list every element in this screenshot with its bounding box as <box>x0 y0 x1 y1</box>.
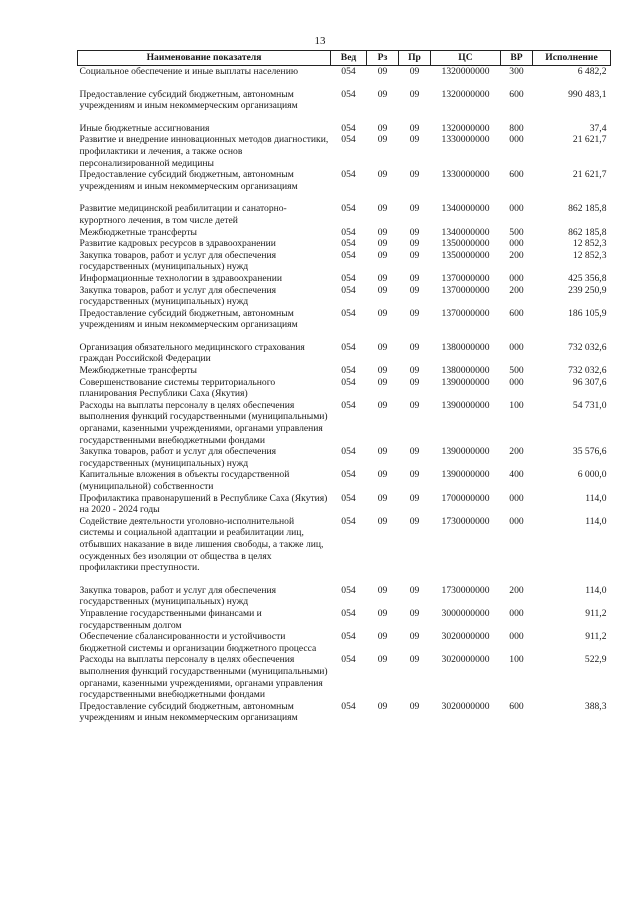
row-execution: 6 000,0 <box>577 469 607 481</box>
row-pr: 09 <box>409 631 420 643</box>
table-header-row <box>78 51 611 66</box>
spacer-cell <box>78 192 611 203</box>
row-execution: 522,9 <box>584 654 607 666</box>
column-header-rz: Рз <box>367 51 399 66</box>
row-name: Профилактика правонарушений в Республике Саха (Якутия) на 2020 - 2024 годы <box>79 492 328 516</box>
row-cs: 1700000000 <box>441 492 490 504</box>
row-rz: 09 <box>377 399 388 411</box>
row-rz: 09 <box>377 469 388 481</box>
row-rz: 09 <box>377 654 388 666</box>
spacer-cell <box>78 112 611 123</box>
table-row <box>78 400 611 446</box>
row-pr: 09 <box>409 584 420 596</box>
row-name: Межбюджетные трансферты <box>79 365 197 377</box>
table-row <box>78 377 611 400</box>
row-ved: 054 <box>341 226 356 238</box>
table-row <box>78 631 611 654</box>
row-name: Развитие кадровых ресурсов в здравоохранении <box>79 238 276 250</box>
row-rz: 09 <box>377 272 388 284</box>
row-rz: 09 <box>377 492 388 504</box>
row-ved: 054 <box>341 66 356 77</box>
column-header-vr: ВР <box>501 51 533 66</box>
row-ved: 054 <box>341 341 356 353</box>
row-pr: 09 <box>409 226 420 238</box>
row-name: Иные бюджетные ассигнования <box>79 122 210 134</box>
table-row <box>78 493 611 516</box>
table-row <box>78 446 611 469</box>
row-vr: 600 <box>509 307 524 319</box>
row-name: Социальное обеспечение и иные выплаты населению <box>79 66 298 77</box>
row-ved: 054 <box>341 88 356 100</box>
row-execution: 114,0 <box>585 584 607 596</box>
row-rz: 09 <box>377 631 388 643</box>
row-rz: 09 <box>377 203 388 215</box>
column-header-cs: ЦС <box>431 51 501 66</box>
row-vr: 000 <box>509 492 524 504</box>
table-row <box>78 516 611 574</box>
row-ved: 054 <box>341 376 356 388</box>
table-row <box>78 585 611 608</box>
row-name: Развитие и внедрение инновационных методов диагностики, профилактики и лечения, а также основ персонализированной медицины <box>79 134 329 169</box>
row-pr: 09 <box>409 134 420 146</box>
row-name: Закупка товаров, работ и услуг для обеспечения государственных (муниципальных) нужд <box>79 446 277 469</box>
row-pr: 09 <box>409 469 420 481</box>
row-execution: 862 185,8 <box>568 226 607 238</box>
row-ved: 054 <box>341 446 356 458</box>
table-row <box>78 365 611 377</box>
row-spacer <box>78 574 611 585</box>
row-name: Расходы на выплаты персоналу в целях обеспечения выполнения функций государственными (муниципальными) органами, казенными учреждениями, органами управления государственными внебюджетными фондами <box>79 654 328 701</box>
row-cs: 1340000000 <box>441 203 490 215</box>
row-cs: 1730000000 <box>441 515 490 527</box>
row-vr: 100 <box>509 654 524 666</box>
row-ved: 054 <box>341 169 356 181</box>
row-pr: 09 <box>409 284 420 296</box>
row-cs: 1320000000 <box>441 88 490 100</box>
row-vr: 200 <box>509 284 524 296</box>
row-ved: 054 <box>341 399 356 411</box>
table-row <box>78 273 611 285</box>
column-header-ved: Вед <box>331 51 367 66</box>
table-row <box>78 134 611 169</box>
row-pr: 09 <box>409 515 420 527</box>
row-execution: 990 483,1 <box>568 88 607 100</box>
table-row <box>78 250 611 273</box>
row-execution: 12 852,3 <box>572 238 607 250</box>
row-cs: 3000000000 <box>441 607 490 619</box>
row-vr: 000 <box>509 341 524 353</box>
table-row <box>78 203 611 226</box>
row-execution: 21 621,7 <box>572 134 607 146</box>
row-cs: 3020000000 <box>441 631 490 643</box>
row-ved: 054 <box>341 700 356 712</box>
row-name: Содействие деятельности уголовно-исполнительной системы и социальной адаптации и реабилитации лиц, отбывших наказание в виде лишения свободы, а также лиц, осужденных без изоляции от общества в целях профилактики преступности. <box>79 515 324 574</box>
row-pr: 09 <box>409 66 420 77</box>
table-row <box>78 123 611 135</box>
budget-table <box>77 50 611 724</box>
row-ved: 054 <box>341 238 356 250</box>
row-vr: 000 <box>509 515 524 527</box>
row-name: Предоставление субсидий бюджетным, автономным учреждениям и иным некоммерческим организациям <box>79 307 298 331</box>
column-header-name: Наименование показателя <box>78 51 331 66</box>
table-row <box>78 469 611 492</box>
row-cs: 1320000000 <box>441 66 490 77</box>
row-name: Предоставление субсидий бюджетным, автономным учреждениям и иным некоммерческим организациям <box>79 700 298 724</box>
row-cs: 1390000000 <box>441 469 490 481</box>
row-execution: 54 731,0 <box>572 399 607 411</box>
row-cs: 1340000000 <box>441 226 490 238</box>
row-rz: 09 <box>377 284 388 296</box>
row-vr: 600 <box>509 700 524 712</box>
table-row <box>78 654 611 700</box>
row-execution: 911,2 <box>585 607 607 619</box>
row-cs: 1390000000 <box>441 399 490 411</box>
table-row <box>78 701 611 724</box>
row-ved: 054 <box>341 134 356 146</box>
row-cs: 1350000000 <box>441 238 490 250</box>
row-rz: 09 <box>377 307 388 319</box>
row-ved: 054 <box>341 272 356 284</box>
row-cs: 1380000000 <box>441 365 490 377</box>
row-vr: 200 <box>509 446 524 458</box>
row-vr: 000 <box>509 376 524 388</box>
row-execution: 388,3 <box>584 700 607 712</box>
row-execution: 37,4 <box>589 122 607 134</box>
row-ved: 054 <box>341 469 356 481</box>
row-pr: 09 <box>409 272 420 284</box>
row-execution: 21 621,7 <box>572 169 607 181</box>
row-pr: 09 <box>409 122 420 134</box>
row-spacer <box>78 331 611 342</box>
table-row <box>78 238 611 250</box>
row-pr: 09 <box>409 238 420 250</box>
row-vr: 600 <box>509 169 524 181</box>
row-cs: 1330000000 <box>441 169 490 181</box>
row-pr: 09 <box>409 365 420 377</box>
row-name: Закупка товаров, работ и услуг для обеспечения государственных (муниципальных) нужд <box>79 584 277 608</box>
row-rz: 09 <box>377 66 388 77</box>
spacer-cell <box>78 78 611 89</box>
row-ved: 054 <box>341 492 356 504</box>
row-vr: 200 <box>509 584 524 596</box>
row-rz: 09 <box>377 376 388 388</box>
row-ved: 054 <box>341 307 356 319</box>
row-ved: 054 <box>341 284 356 296</box>
row-pr: 09 <box>409 88 420 100</box>
row-rz: 09 <box>377 607 388 619</box>
row-vr: 000 <box>509 203 524 215</box>
row-vr: 800 <box>509 122 524 134</box>
row-name: Организация обязательного медицинского страхования граждан Российской Федерации <box>79 341 305 365</box>
row-rz: 09 <box>377 238 388 250</box>
row-vr: 000 <box>509 134 524 146</box>
row-execution: 732 032,6 <box>568 341 607 353</box>
row-vr: 300 <box>509 66 524 77</box>
table-body <box>78 66 611 724</box>
row-cs: 1390000000 <box>441 446 490 458</box>
table-row <box>78 285 611 308</box>
row-name: Предоставление субсидий бюджетным, автономным учреждениям и иным некоммерческим организациям <box>79 88 298 112</box>
row-pr: 09 <box>409 341 420 353</box>
table-row <box>78 308 611 331</box>
row-name: Закупка товаров, работ и услуг для обеспечения государственных (муниципальных) нужд <box>79 284 277 308</box>
row-cs: 3020000000 <box>441 654 490 666</box>
row-execution: 186 105,9 <box>568 307 607 319</box>
row-ved: 054 <box>341 607 356 619</box>
row-name: Закупка товаров, работ и услуг для обеспечения государственных (муниципальных) нужд <box>79 249 277 273</box>
row-execution: 732 032,6 <box>568 365 607 377</box>
row-cs: 1330000000 <box>441 134 490 146</box>
row-rz: 09 <box>377 446 388 458</box>
row-spacer <box>78 192 611 203</box>
table-row <box>78 89 611 112</box>
row-execution: 6 482,2 <box>577 66 607 77</box>
row-rz: 09 <box>377 169 388 181</box>
row-vr: 000 <box>509 607 524 619</box>
row-pr: 09 <box>409 203 420 215</box>
row-ved: 054 <box>341 631 356 643</box>
row-name: Информационные технологии в здравоохранении <box>79 272 282 284</box>
row-vr: 000 <box>509 238 524 250</box>
row-ved: 054 <box>341 584 356 596</box>
row-spacer <box>78 78 611 89</box>
row-execution: 425 356,8 <box>568 272 607 284</box>
row-pr: 09 <box>409 399 420 411</box>
table-row <box>78 66 611 78</box>
row-vr: 100 <box>509 399 524 411</box>
row-spacer <box>78 112 611 123</box>
row-name: Развитие медицинской реабилитации и санаторно-курортного лечения, в том числе детей <box>79 203 287 226</box>
row-execution: 114,0 <box>585 492 607 504</box>
row-pr: 09 <box>409 700 420 712</box>
row-ved: 054 <box>341 654 356 666</box>
row-cs: 1370000000 <box>441 272 490 284</box>
row-execution: 114,0 <box>585 515 607 527</box>
row-execution: 35 576,6 <box>572 446 607 458</box>
row-rz: 09 <box>377 249 388 261</box>
row-rz: 09 <box>377 134 388 146</box>
row-pr: 09 <box>409 492 420 504</box>
row-rz: 09 <box>377 584 388 596</box>
row-pr: 09 <box>409 446 420 458</box>
row-rz: 09 <box>377 122 388 134</box>
row-ved: 054 <box>341 515 356 527</box>
table-row <box>78 227 611 239</box>
spacer-cell <box>78 574 611 585</box>
row-name: Расходы на выплаты персоналу в целях обеспечения выполнения функций государственными (муниципальными) органами, казенными учреждениями, органами управления государственными внебюджетными фондами <box>79 399 328 446</box>
row-name: Межбюджетные трансферты <box>79 226 197 238</box>
row-vr: 000 <box>509 631 524 643</box>
row-execution: 862 185,8 <box>568 203 607 215</box>
column-header-execution: Исполнение <box>533 51 611 66</box>
table-row <box>78 342 611 365</box>
row-vr: 500 <box>509 365 524 377</box>
table-row <box>78 169 611 192</box>
row-cs: 1380000000 <box>441 341 490 353</box>
row-ved: 054 <box>341 249 356 261</box>
row-cs: 1350000000 <box>441 249 490 261</box>
row-execution: 96 307,6 <box>572 376 607 388</box>
row-name: Управление государственными финансами и государственным долгом <box>79 607 262 631</box>
row-cs: 1730000000 <box>441 584 490 596</box>
row-rz: 09 <box>377 88 388 100</box>
row-name: Предоставление субсидий бюджетным, автономным учреждениям и иным некоммерческим организациям <box>79 169 298 192</box>
row-pr: 09 <box>409 607 420 619</box>
row-cs: 1370000000 <box>441 284 490 296</box>
column-header-pr: Пр <box>399 51 431 66</box>
row-pr: 09 <box>409 376 420 388</box>
row-cs: 1390000000 <box>441 376 490 388</box>
row-vr: 600 <box>509 88 524 100</box>
row-execution: 12 852,3 <box>572 249 607 261</box>
row-execution: 911,2 <box>585 631 607 643</box>
row-vr: 500 <box>509 226 524 238</box>
row-pr: 09 <box>409 169 420 181</box>
row-ved: 054 <box>341 122 356 134</box>
row-vr: 200 <box>509 249 524 261</box>
row-rz: 09 <box>377 515 388 527</box>
row-pr: 09 <box>409 249 420 261</box>
row-name: Совершенствование системы территориального планирования Республики Саха (Якутия) <box>79 376 276 400</box>
row-name: Капитальные вложения в объекты государственной (муниципальной) собственности <box>79 469 290 492</box>
row-rz: 09 <box>377 341 388 353</box>
row-cs: 1370000000 <box>441 307 490 319</box>
row-rz: 09 <box>377 226 388 238</box>
row-vr: 400 <box>509 469 524 481</box>
row-cs: 3020000000 <box>441 700 490 712</box>
row-vr: 000 <box>509 272 524 284</box>
row-ved: 054 <box>341 203 356 215</box>
row-execution: 239 250,9 <box>568 284 607 296</box>
row-ved: 054 <box>341 365 356 377</box>
row-name: Обеспечение сбалансированности и устойчивости бюджетной системы и организации бюджетного процесса <box>79 631 317 654</box>
table-row <box>78 608 611 631</box>
page-number: 13 <box>314 35 326 47</box>
row-cs: 1320000000 <box>441 122 490 134</box>
spacer-cell <box>78 331 611 342</box>
row-rz: 09 <box>377 700 388 712</box>
row-pr: 09 <box>409 307 420 319</box>
row-rz: 09 <box>377 365 388 377</box>
row-pr: 09 <box>409 654 420 666</box>
